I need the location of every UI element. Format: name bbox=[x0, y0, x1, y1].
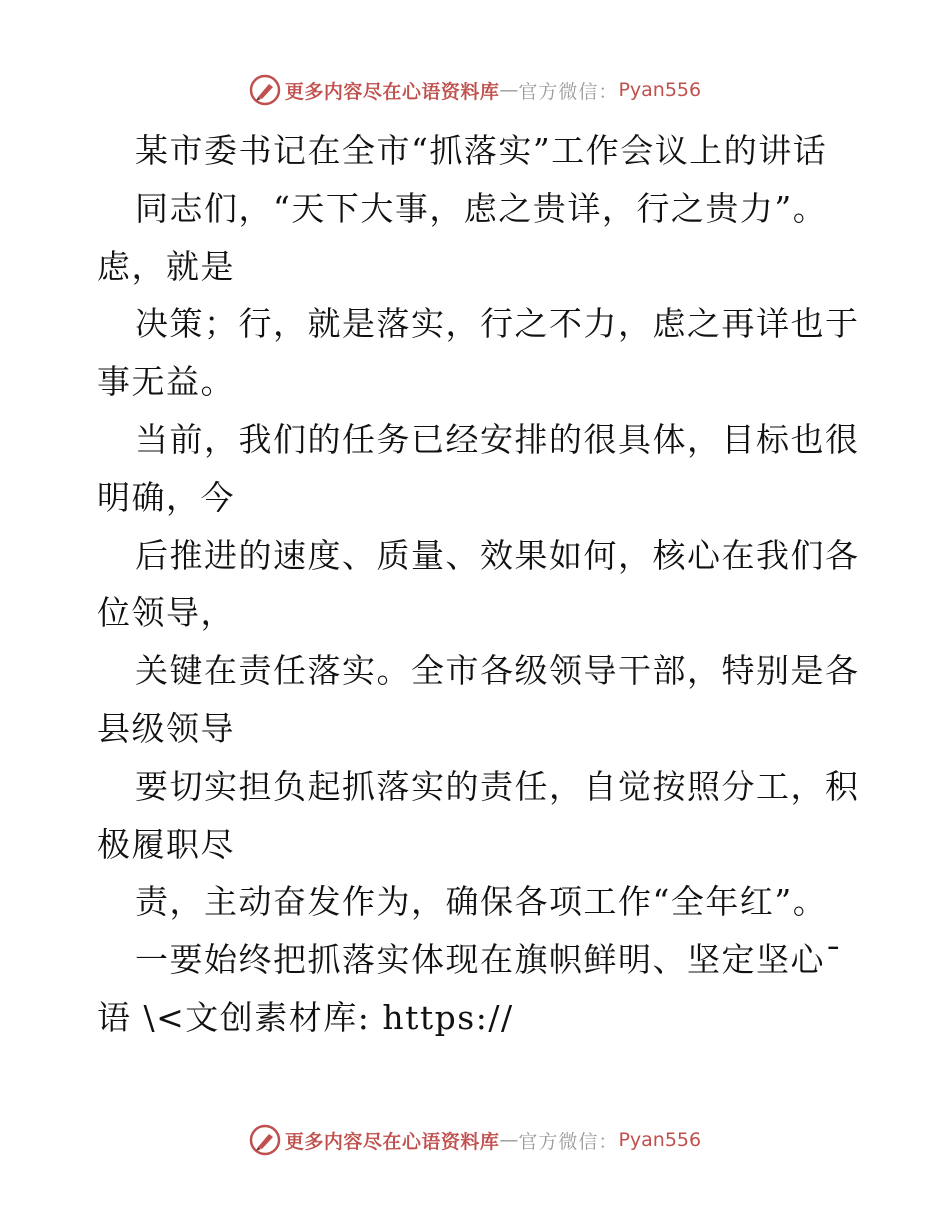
banner-wechat-id: Pyan556 bbox=[618, 79, 702, 101]
text-line: 责，主动奋发作为，确保各项工作“全年红”。 bbox=[135, 882, 828, 922]
header-banner bbox=[0, 70, 950, 110]
text-line: 极履职尽 bbox=[97, 824, 235, 864]
text-line: 后推进的速度、质量、效果如何，核心在我们各 bbox=[135, 535, 860, 575]
text-line: 事无益。 bbox=[97, 362, 235, 402]
text-line: 关键在责任落实。全市各级领导干部，特别是各 bbox=[135, 651, 860, 691]
banner-separator: — bbox=[499, 1129, 519, 1151]
text-line: 决策；行，就是落实，行之不力，虑之再详也于 bbox=[135, 304, 860, 344]
document-body bbox=[97, 122, 860, 1047]
footer-banner bbox=[0, 1120, 950, 1160]
banner-main-text: 更多内容尽在心语资料库 bbox=[284, 1130, 500, 1153]
banner-wechat-label: 官方微信： bbox=[518, 80, 619, 103]
text-line: 一要始终把抓落实体现在旗帜鲜明、坚定坚心¯ bbox=[135, 940, 843, 980]
text-line: 明确，今 bbox=[97, 477, 235, 517]
banner-wechat-id: Pyan556 bbox=[618, 1129, 702, 1151]
text-line: 要切实担负起抓落实的责任，自觉按照分工，积 bbox=[135, 766, 860, 806]
banner-wechat-label: 官方微信： bbox=[518, 1130, 619, 1153]
text-line: 位领导， bbox=[97, 593, 235, 633]
text-line: 语 \<文创素材库: https:// bbox=[97, 997, 514, 1037]
text-line: 当前，我们的任务已经安排的很具体，目标也很 bbox=[135, 419, 860, 459]
pen-circle-logo-icon bbox=[249, 74, 281, 106]
text-line: 县级领导 bbox=[97, 708, 235, 748]
text-line: 虑，就是 bbox=[97, 246, 235, 286]
banner-separator: — bbox=[499, 79, 519, 101]
banner-main-text: 更多内容尽在心语资料库 bbox=[284, 80, 500, 103]
pen-circle-logo-icon bbox=[249, 1124, 281, 1156]
document-title: 某市委书记在全市“抓落实”工作会议上的讲话 bbox=[135, 131, 828, 170]
text-line: 同志们，“天下大事，虑之贵详，行之贵力”。 bbox=[135, 188, 828, 228]
